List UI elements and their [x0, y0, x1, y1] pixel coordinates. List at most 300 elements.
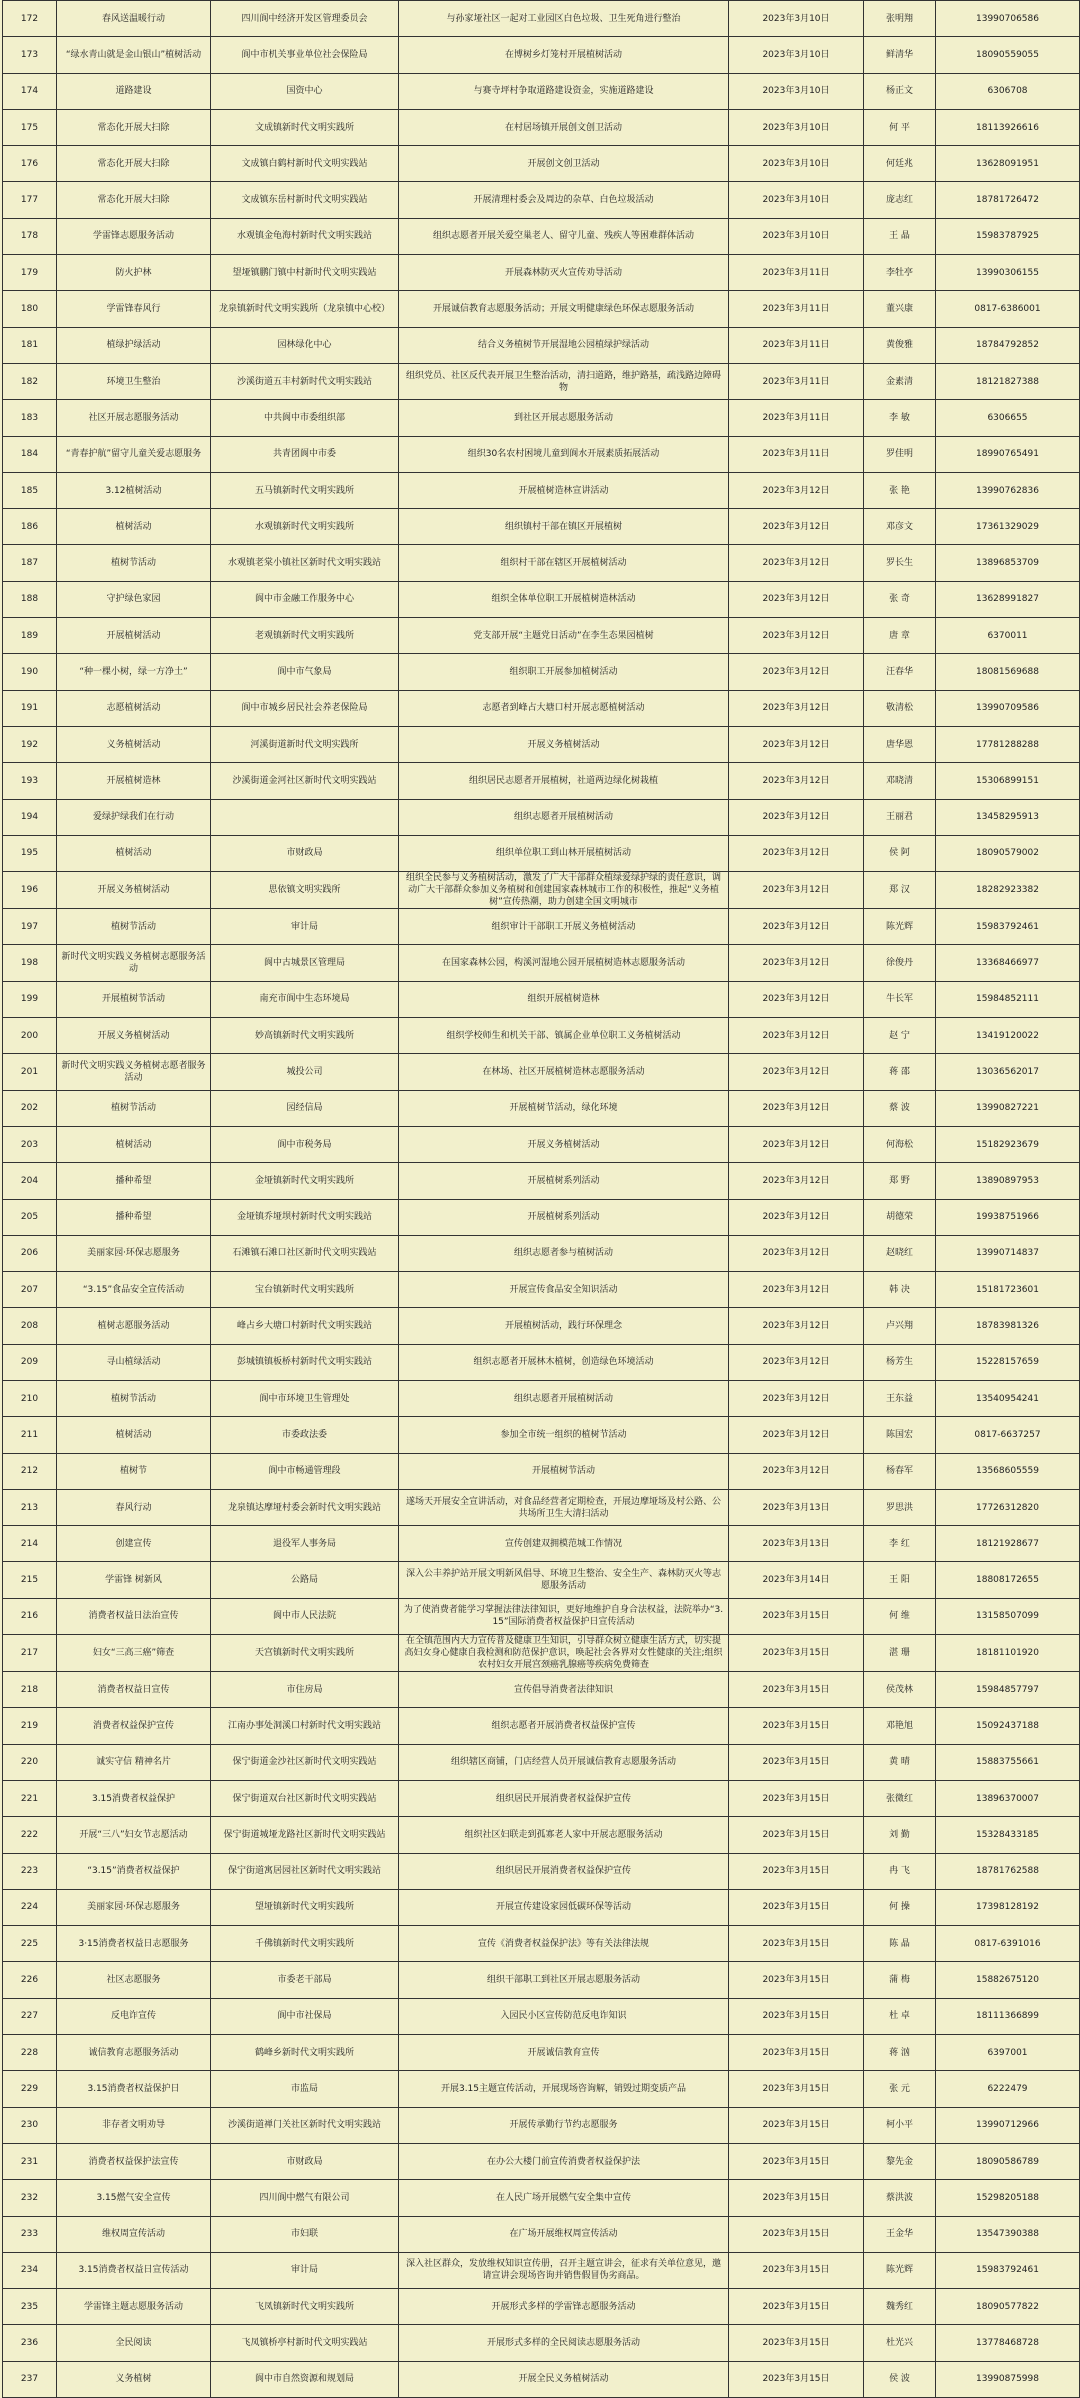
cell-phone: 17398128192: [936, 1889, 1080, 1925]
cell-phone: 15182923679: [936, 1126, 1080, 1162]
cell-content: 组织居民开展消费者权益保护宣传: [399, 1853, 729, 1889]
cell-organizer: [211, 799, 399, 835]
table-row: [3, 327, 1080, 363]
cell-number: 223: [3, 1853, 57, 1889]
cell-content: 开展清理村委会及周边的杂草、白色垃圾活动: [399, 182, 729, 218]
cell-contact-person: 蒋 邵: [864, 1054, 936, 1090]
cell-phone: 18121928677: [936, 1526, 1080, 1562]
cell-contact-person: 冉 飞: [864, 1853, 936, 1889]
cell-contact-person: 侯 阿: [864, 835, 936, 871]
table-row: [3, 472, 1080, 508]
cell-phone: 6306655: [936, 400, 1080, 436]
cell-activity-name: 创建宣传: [57, 1526, 211, 1562]
cell-organizer: 鹤峰乡新时代文明实践所: [211, 2035, 399, 2071]
cell-date: 2023年3月15日: [729, 1853, 864, 1889]
cell-number: 228: [3, 2035, 57, 2071]
cell-contact-person: 陈国宏: [864, 1417, 936, 1453]
cell-date: 2023年3月15日: [729, 2107, 864, 2143]
cell-number: 185: [3, 472, 57, 508]
cell-number: 201: [3, 1054, 57, 1090]
cell-phone: 18081569688: [936, 654, 1080, 690]
table-row: [3, 2035, 1080, 2071]
cell-phone: 13990762836: [936, 472, 1080, 508]
cell-organizer: 阆中市人民法院: [211, 1598, 399, 1634]
cell-organizer: 阆中古城景区管理局: [211, 945, 399, 981]
cell-date: 2023年3月12日: [729, 799, 864, 835]
cell-date: 2023年3月10日: [729, 73, 864, 109]
cell-activity-name: 3.15消费者权益日宣传活动: [57, 2252, 211, 2288]
cell-date: 2023年3月12日: [729, 1380, 864, 1416]
cell-contact-person: 邓艳旭: [864, 1708, 936, 1744]
cell-content: 组织党员、社区反代表开展卫生整治活动，清扫道路，维护路基，疏浅路边障碍物: [399, 363, 729, 399]
cell-activity-name: 3·15消费者权益日志愿服务: [57, 1926, 211, 1962]
cell-content: 开展宣传食品安全知识活动: [399, 1272, 729, 1308]
cell-phone: 13628091951: [936, 146, 1080, 182]
table-row: [3, 1417, 1080, 1453]
cell-contact-person: 赵晓红: [864, 1235, 936, 1271]
cell-contact-person: 蒋 汹: [864, 2035, 936, 2071]
cell-date: 2023年3月12日: [729, 835, 864, 871]
cell-activity-name: 美丽家园·环保志愿服务: [57, 1235, 211, 1271]
cell-number: 195: [3, 835, 57, 871]
cell-phone: 6397001: [936, 2035, 1080, 2071]
cell-content: 开展诚信教育宣传: [399, 2035, 729, 2071]
cell-content: 在办公大楼门前宣传消费者权益保护法: [399, 2143, 729, 2179]
cell-content: 开展义务植树活动: [399, 1126, 729, 1162]
cell-date: 2023年3月10日: [729, 109, 864, 145]
cell-phone: 13368466977: [936, 945, 1080, 981]
cell-number: 181: [3, 327, 57, 363]
cell-activity-name: 新时代文明实践义务植树志愿者服务活动: [57, 1054, 211, 1090]
table-row: [3, 1926, 1080, 1962]
table-row: [3, 1, 1080, 37]
cell-contact-person: 董兴康: [864, 291, 936, 327]
cell-activity-name: 社区志愿服务: [57, 1962, 211, 1998]
cell-number: 207: [3, 1272, 57, 1308]
cell-organizer: 保宁街道双台社区新时代文明实践站: [211, 1780, 399, 1816]
cell-organizer: 飞凤镇桥亭村新时代文明实践站: [211, 2325, 399, 2361]
cell-activity-name: 寻山植绿活动: [57, 1344, 211, 1380]
cell-date: 2023年3月11日: [729, 291, 864, 327]
cell-organizer: 阆中市畅通管理段: [211, 1453, 399, 1489]
cell-content: 党支部开展“主题党日活动”在李生态果园植树: [399, 618, 729, 654]
cell-organizer: 沙溪街道金河社区新时代文明实践站: [211, 763, 399, 799]
cell-contact-person: 敬清松: [864, 690, 936, 726]
cell-activity-name: 环境卫生整治: [57, 363, 211, 399]
cell-content: 到社区开展志愿服务活动: [399, 400, 729, 436]
cell-content: 开展3.15主题宣传活动，开展现场咨询解，销毁过期变质产品: [399, 2071, 729, 2107]
cell-organizer: 市监局: [211, 2071, 399, 2107]
cell-organizer: 市财政局: [211, 835, 399, 871]
cell-organizer: 飞凤镇新时代文明实践所: [211, 2289, 399, 2325]
table-body: [3, 1, 1080, 2398]
cell-number: 183: [3, 400, 57, 436]
cell-organizer: 五马镇新时代文明实践所: [211, 472, 399, 508]
cell-phone: 13628991827: [936, 581, 1080, 617]
cell-content: 组织辖区商铺，门店经营人员开展诚信教育志愿服务活动: [399, 1744, 729, 1780]
cell-content: 开展植树节活动，绿化环境: [399, 1090, 729, 1126]
table-row: [3, 1090, 1080, 1126]
cell-number: 182: [3, 363, 57, 399]
cell-date: 2023年3月10日: [729, 146, 864, 182]
cell-date: 2023年3月12日: [729, 1453, 864, 1489]
cell-contact-person: 李牡亭: [864, 255, 936, 291]
cell-date: 2023年3月11日: [729, 436, 864, 472]
cell-number: 202: [3, 1090, 57, 1126]
cell-content: 组织志愿者开展植树活动: [399, 1380, 729, 1416]
cell-activity-name: 春风送温暖行动: [57, 1, 211, 37]
cell-phone: 13990709586: [936, 690, 1080, 726]
cell-content: 组织居民志愿者开展植树，社道两边绿化树栽植: [399, 763, 729, 799]
cell-date: 2023年3月12日: [729, 472, 864, 508]
cell-phone: 0817-6386001: [936, 291, 1080, 327]
cell-date: 2023年3月12日: [729, 1417, 864, 1453]
cell-number: 237: [3, 2361, 57, 2397]
table-row: [3, 909, 1080, 945]
cell-date: 2023年3月12日: [729, 909, 864, 945]
cell-date: 2023年3月15日: [729, 1635, 864, 1672]
cell-organizer: 宝台镇新时代文明实践所: [211, 1272, 399, 1308]
cell-number: 199: [3, 981, 57, 1017]
cell-activity-name: 维权周宣传活动: [57, 2216, 211, 2252]
cell-contact-person: 唐华恩: [864, 726, 936, 762]
cell-date: 2023年3月15日: [729, 1926, 864, 1962]
cell-number: 191: [3, 690, 57, 726]
cell-number: 205: [3, 1199, 57, 1235]
cell-date: 2023年3月15日: [729, 2216, 864, 2252]
cell-date: 2023年3月12日: [729, 763, 864, 799]
cell-number: 224: [3, 1889, 57, 1925]
table-row: [3, 1889, 1080, 1925]
cell-organizer: 望垭镇新时代文明实践所: [211, 1889, 399, 1925]
cell-date: 2023年3月13日: [729, 1526, 864, 1562]
cell-date: 2023年3月12日: [729, 1344, 864, 1380]
cell-number: 211: [3, 1417, 57, 1453]
cell-organizer: 阆中市气象局: [211, 654, 399, 690]
cell-content: 遂场天开展安全宣讲活动，对食品经营者定期检查，开展边摩垭场及村公路、公共场所卫生大清扫活动: [399, 1489, 729, 1525]
table-row: [3, 1708, 1080, 1744]
cell-organizer: 金垭镇新时代文明实践所: [211, 1163, 399, 1199]
cell-phone: 13990875998: [936, 2361, 1080, 2397]
cell-phone: 17781288288: [936, 726, 1080, 762]
table-row: [3, 2252, 1080, 2288]
cell-date: 2023年3月15日: [729, 1962, 864, 1998]
cell-number: 180: [3, 291, 57, 327]
cell-number: 174: [3, 73, 57, 109]
cell-number: 210: [3, 1380, 57, 1416]
cell-content: 组织村干部在辖区开展植树活动: [399, 545, 729, 581]
table-row: [3, 1526, 1080, 1562]
cell-date: 2023年3月15日: [729, 2325, 864, 2361]
cell-activity-name: 非存者文明劝导: [57, 2107, 211, 2143]
cell-date: 2023年3月12日: [729, 545, 864, 581]
cell-activity-name: 志愿植树活动: [57, 690, 211, 726]
cell-contact-person: 蔡洪波: [864, 2180, 936, 2216]
cell-content: 组织志愿者开展林木植树，创造绿色环境活动: [399, 1344, 729, 1380]
cell-activity-name: “3.15”消费者权益保护: [57, 1853, 211, 1889]
cell-activity-name: 开展义务植树活动: [57, 872, 211, 909]
cell-phone: 18090579002: [936, 835, 1080, 871]
cell-content: 志愿者到峰占大塘口村开展志愿植树活动: [399, 690, 729, 726]
cell-date: 2023年3月14日: [729, 1562, 864, 1598]
cell-date: 2023年3月15日: [729, 2143, 864, 2179]
cell-number: 204: [3, 1163, 57, 1199]
cell-organizer: 天宫镇新时代文明实践所: [211, 1635, 399, 1672]
cell-content: 开展形式多样的全民阅读志愿服务活动: [399, 2325, 729, 2361]
cell-contact-person: 湛 珊: [864, 1635, 936, 1672]
cell-organizer: 望垭镇鹏门镇中村新时代文明实践站: [211, 255, 399, 291]
cell-phone: 13990706586: [936, 1, 1080, 37]
cell-date: 2023年3月12日: [729, 509, 864, 545]
cell-phone: 6222479: [936, 2071, 1080, 2107]
cell-activity-name: “青春护航”留守儿童关爱志愿服务: [57, 436, 211, 472]
cell-content: 组织干部职工到社区开展志愿服务活动: [399, 1962, 729, 1998]
cell-contact-person: 何海松: [864, 1126, 936, 1162]
cell-activity-name: 植绿护绿活动: [57, 327, 211, 363]
cell-date: 2023年3月15日: [729, 1889, 864, 1925]
cell-phone: 13990712966: [936, 2107, 1080, 2143]
cell-organizer: 龙泉镇新时代文明实践所（龙泉镇中心校）: [211, 291, 399, 327]
cell-activity-name: 守护绿色家园: [57, 581, 211, 617]
table-row: [3, 1126, 1080, 1162]
cell-date: 2023年3月11日: [729, 255, 864, 291]
cell-phone: 13158507099: [936, 1598, 1080, 1634]
cell-contact-person: 张微红: [864, 1780, 936, 1816]
cell-number: 216: [3, 1598, 57, 1634]
cell-number: 219: [3, 1708, 57, 1744]
cell-number: 218: [3, 1672, 57, 1708]
cell-content: 宣传倡导消费者法律知识: [399, 1672, 729, 1708]
table-row: [3, 2143, 1080, 2179]
cell-activity-name: “3.15”食品安全宣传活动: [57, 1272, 211, 1308]
table-row: [3, 182, 1080, 218]
cell-number: 236: [3, 2325, 57, 2361]
table-row: [3, 37, 1080, 73]
cell-activity-name: 春风行动: [57, 1489, 211, 1525]
cell-content: 组织全民参与义务植树活动，激发了广大干部群众植绿爱绿护绿的责任意识，调动广大干部群众参加义务植树和创建国家森林城市工作的积极性，推起“义务植树”宣传热潮，助力创建全国文明城市: [399, 872, 729, 909]
cell-organizer: 市妇联: [211, 2216, 399, 2252]
cell-contact-person: 罗长生: [864, 545, 936, 581]
table-row: [3, 1672, 1080, 1708]
cell-date: 2023年3月12日: [729, 1126, 864, 1162]
cell-content: 开展诚信教育志愿服务活动；开展文明健康绿色环保志愿服务活动: [399, 291, 729, 327]
cell-number: 192: [3, 726, 57, 762]
table-row: [3, 763, 1080, 799]
cell-phone: 18781762588: [936, 1853, 1080, 1889]
cell-organizer: 园经信局: [211, 1090, 399, 1126]
cell-date: 2023年3月15日: [729, 1598, 864, 1634]
cell-phone: 19938751966: [936, 1199, 1080, 1235]
cell-content: 结合义务植树节开展湿地公园植绿护绿活动: [399, 327, 729, 363]
table-row: [3, 363, 1080, 399]
table-row: [3, 2289, 1080, 2325]
table-row: [3, 690, 1080, 726]
cell-activity-name: 3.15消费者权益保护日: [57, 2071, 211, 2107]
table-row: [3, 1598, 1080, 1634]
cell-number: 217: [3, 1635, 57, 1672]
cell-phone: 15228157659: [936, 1344, 1080, 1380]
cell-organizer: 金垭镇乔垭坝村新时代文明实践站: [211, 1199, 399, 1235]
cell-number: 227: [3, 1998, 57, 2034]
cell-date: 2023年3月15日: [729, 1672, 864, 1708]
cell-activity-name: 学雷锋主题志愿服务活动: [57, 2289, 211, 2325]
table-row: [3, 545, 1080, 581]
cell-phone: 13419120022: [936, 1018, 1080, 1054]
cell-contact-person: 郑 野: [864, 1163, 936, 1199]
cell-organizer: 退役军人事务局: [211, 1526, 399, 1562]
cell-activity-name: 3.15消费者权益保护: [57, 1780, 211, 1816]
cell-number: 233: [3, 2216, 57, 2252]
cell-date: 2023年3月15日: [729, 1817, 864, 1853]
cell-activity-name: 妇女“三高三癌”筛查: [57, 1635, 211, 1672]
cell-phone: 0817-6637257: [936, 1417, 1080, 1453]
table-row: [3, 1235, 1080, 1271]
cell-contact-person: 陈 晶: [864, 1926, 936, 1962]
table-row: [3, 2216, 1080, 2252]
cell-activity-name: 防火护林: [57, 255, 211, 291]
table-row: [3, 1380, 1080, 1416]
cell-activity-name: 植树节活动: [57, 1380, 211, 1416]
cell-content: 开展宣传建设家园低碳环保等活动: [399, 1889, 729, 1925]
cell-content: 为了使消费者能学习掌握法律法律知识，更好地维护自身合法权益，法院举办“3.15”国际消费者权益保护日宣传活动: [399, 1598, 729, 1634]
cell-number: 230: [3, 2107, 57, 2143]
cell-date: 2023年3月15日: [729, 2252, 864, 2288]
cell-organizer: 阆中市社保局: [211, 1998, 399, 2034]
cell-organizer: 水观镇新时代文明实践所: [211, 509, 399, 545]
cell-activity-name: 开展植树节活动: [57, 981, 211, 1017]
table-row: [3, 2325, 1080, 2361]
cell-organizer: 江南办事处洞溪口村新时代文明实践站: [211, 1708, 399, 1744]
cell-number: 209: [3, 1344, 57, 1380]
cell-phone: 15298205188: [936, 2180, 1080, 2216]
cell-contact-person: 李 红: [864, 1526, 936, 1562]
cell-content: 开展全民义务植树活动: [399, 2361, 729, 2397]
cell-activity-name: 植树志愿服务活动: [57, 1308, 211, 1344]
cell-activity-name: 消费者权益保护宣传: [57, 1708, 211, 1744]
cell-organizer: 水观镇金龟海村新时代文明实践站: [211, 218, 399, 254]
cell-content: 开展传承勤行节约志愿服务: [399, 2107, 729, 2143]
cell-date: 2023年3月12日: [729, 981, 864, 1017]
cell-content: 组织志愿者参与植树活动: [399, 1235, 729, 1271]
cell-activity-name: 3.15燃气安全宣传: [57, 2180, 211, 2216]
cell-date: 2023年3月15日: [729, 1708, 864, 1744]
cell-organizer: 文成镇新时代文明实践所: [211, 109, 399, 145]
cell-phone: 13778468728: [936, 2325, 1080, 2361]
cell-contact-person: 何 维: [864, 1598, 936, 1634]
cell-organizer: 水观镇老棠小镇社区新时代文明实践站: [211, 545, 399, 581]
cell-organizer: 中共阆中市委组织部: [211, 400, 399, 436]
cell-number: 235: [3, 2289, 57, 2325]
cell-phone: 13547390388: [936, 2216, 1080, 2252]
cell-date: 2023年3月12日: [729, 945, 864, 981]
cell-phone: 17361329029: [936, 509, 1080, 545]
cell-number: 187: [3, 545, 57, 581]
cell-activity-name: 3.12植树活动: [57, 472, 211, 508]
cell-activity-name: 爱绿护绿我们在行动: [57, 799, 211, 835]
table-row: [3, 1489, 1080, 1525]
cell-date: 2023年3月12日: [729, 690, 864, 726]
cell-activity-name: 消费者权益日法治宣传: [57, 1598, 211, 1634]
cell-content: 在博树乡灯笼村开展植树活动: [399, 37, 729, 73]
cell-contact-person: 张 艳: [864, 472, 936, 508]
cell-phone: 13990714837: [936, 1235, 1080, 1271]
cell-number: 221: [3, 1780, 57, 1816]
table-row: [3, 291, 1080, 327]
cell-activity-name: 美丽家园·环保志愿服务: [57, 1889, 211, 1925]
cell-phone: 18113926616: [936, 109, 1080, 145]
cell-content: 组织职工开展参加植树活动: [399, 654, 729, 690]
cell-content: 组织社区妇联走到孤寡老人家中开展志愿服务活动: [399, 1817, 729, 1853]
cell-date: 2023年3月12日: [729, 1090, 864, 1126]
cell-contact-person: 王 晶: [864, 218, 936, 254]
cell-date: 2023年3月12日: [729, 1018, 864, 1054]
cell-activity-name: 学雷锋春风行: [57, 291, 211, 327]
cell-contact-person: 柯小平: [864, 2107, 936, 2143]
table-row: [3, 73, 1080, 109]
cell-activity-name: 社区开展志愿服务活动: [57, 400, 211, 436]
cell-date: 2023年3月12日: [729, 872, 864, 909]
cell-organizer: 国资中心: [211, 73, 399, 109]
cell-phone: 15882675120: [936, 1962, 1080, 1998]
cell-contact-person: 杨正文: [864, 73, 936, 109]
cell-date: 2023年3月12日: [729, 726, 864, 762]
cell-content: 开展森林防灭火宣传劝导活动: [399, 255, 729, 291]
cell-organizer: 妙高镇新时代文明实践所: [211, 1018, 399, 1054]
table-row: [3, 255, 1080, 291]
table-row: [3, 1817, 1080, 1853]
cell-date: 2023年3月12日: [729, 1163, 864, 1199]
cell-phone: 15984857797: [936, 1672, 1080, 1708]
cell-organizer: 审计局: [211, 909, 399, 945]
cell-content: 开展植树造林宣讲活动: [399, 472, 729, 508]
cell-number: 175: [3, 109, 57, 145]
cell-phone: 13890897953: [936, 1163, 1080, 1199]
cell-activity-name: 义务植树活动: [57, 726, 211, 762]
cell-organizer: 彭城镇镇板桥村新时代文明实践站: [211, 1344, 399, 1380]
cell-activity-name: 植树节活动: [57, 909, 211, 945]
table-row: [3, 436, 1080, 472]
cell-number: 203: [3, 1126, 57, 1162]
cell-phone: 15883755661: [936, 1744, 1080, 1780]
cell-number: 206: [3, 1235, 57, 1271]
table-row: [3, 799, 1080, 835]
cell-phone: 15092437188: [936, 1708, 1080, 1744]
table-row: [3, 1308, 1080, 1344]
cell-organizer: 公路局: [211, 1562, 399, 1598]
table-row: [3, 1054, 1080, 1090]
cell-content: 与孙家垭社区一起对工业园区白色垃圾、卫生死角进行整治: [399, 1, 729, 37]
cell-organizer: 河溪街道新时代文明实践所: [211, 726, 399, 762]
cell-date: 2023年3月12日: [729, 581, 864, 617]
cell-contact-person: 张 奇: [864, 581, 936, 617]
cell-activity-name: 消费者权益保护法宣传: [57, 2143, 211, 2179]
cell-phone: 15328433185: [936, 1817, 1080, 1853]
table-row: [3, 835, 1080, 871]
cell-activity-name: 道路建设: [57, 73, 211, 109]
cell-number: 229: [3, 2071, 57, 2107]
cell-contact-person: 魏秀红: [864, 2289, 936, 2325]
cell-number: 234: [3, 2252, 57, 2288]
cell-date: 2023年3月15日: [729, 2035, 864, 2071]
cell-organizer: 共青团阆中市委: [211, 436, 399, 472]
cell-contact-person: 韩 决: [864, 1272, 936, 1308]
cell-organizer: 南充市阆中生态环境局: [211, 981, 399, 1017]
cell-content: 宣传创建双拥模范城工作情况: [399, 1526, 729, 1562]
cell-activity-name: 植树节活动: [57, 545, 211, 581]
cell-contact-person: 何 平: [864, 109, 936, 145]
cell-phone: 15983787925: [936, 218, 1080, 254]
cell-content: 在国家森林公园，构溪河湿地公园开展植树造林志愿服务活动: [399, 945, 729, 981]
